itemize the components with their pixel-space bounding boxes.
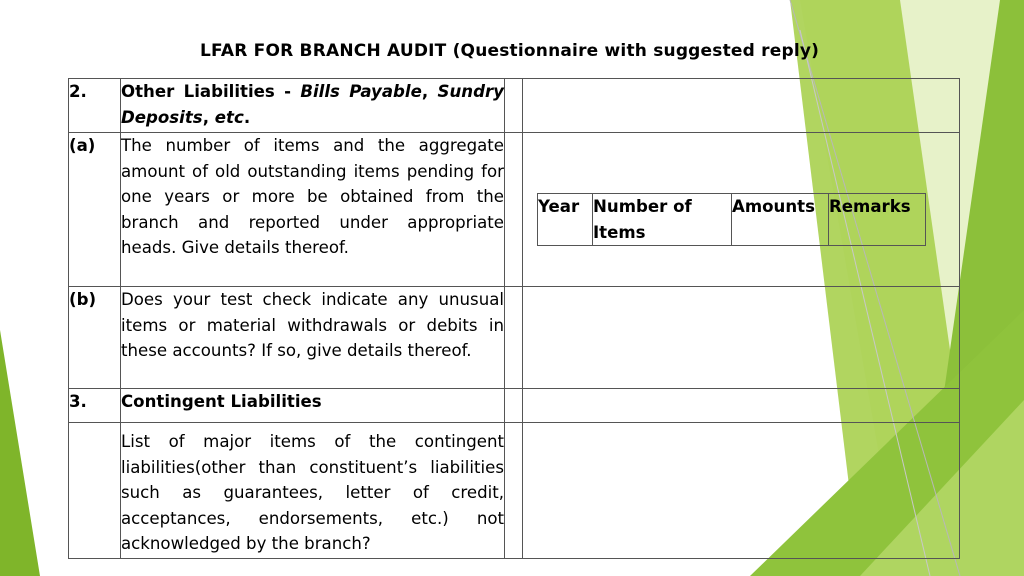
green-left-sliver [0, 330, 40, 576]
spacer-cell [505, 79, 523, 133]
reply-cell [523, 423, 960, 559]
row-question: Other Liabilities - Bills Payable, Sundry Deposits, etc. [121, 79, 505, 133]
header-number-of-items: Number of Items [593, 194, 732, 246]
table-row [69, 79, 960, 133]
table-row [69, 423, 960, 559]
header-remarks: Remarks [829, 194, 926, 246]
spacer-cell [505, 133, 523, 287]
row-number: 3. [69, 389, 121, 423]
spacer-cell [505, 389, 523, 423]
reply-cell [523, 287, 960, 389]
reply-cell [523, 389, 960, 423]
row-number: 2. [69, 79, 121, 133]
reply-details-table [537, 193, 926, 246]
table-row [69, 389, 960, 423]
row-number: (a) [69, 133, 121, 287]
row-question: The number of items and the aggregate amount of old outstanding items pending for one years or more be obtained from the branch and reported under appropriate heads. Give details thereof. [121, 133, 505, 287]
reply-cell [523, 79, 960, 133]
table-row [69, 133, 960, 287]
row-question: Does your test check indicate any unusual items or material withdrawals or debits in these accounts? If so, give details thereof. [121, 287, 505, 389]
table-row [69, 287, 960, 389]
questionnaire-table [68, 78, 960, 559]
header-amounts: Amounts [732, 194, 829, 246]
row-number: (b) [69, 287, 121, 389]
reply-cell [523, 133, 960, 287]
spacer-cell [505, 423, 523, 559]
page-title: LFAR FOR BRANCH AUDIT (Questionnaire with suggested reply) [200, 41, 820, 61]
row-question: List of major items of the contingent liabilities(other than constituent’s liabilities such as guarantees, letter of credit, acceptances, endorsements, etc.) not acknowledged by the branch? [121, 423, 505, 559]
reply-table-header [538, 194, 926, 246]
row-question: Contingent Liabilities [121, 389, 505, 423]
row-number [69, 423, 121, 559]
header-year: Year [538, 194, 593, 246]
spacer-cell [505, 287, 523, 389]
